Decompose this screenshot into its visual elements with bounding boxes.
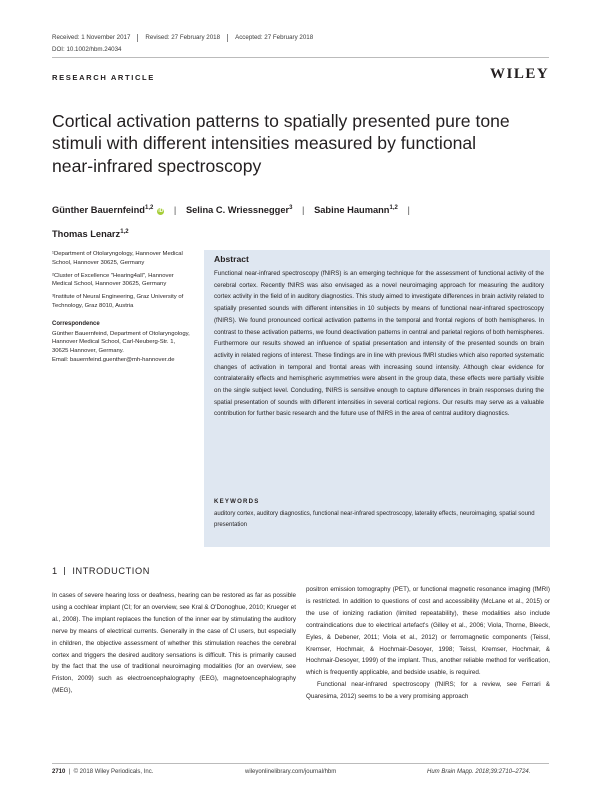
keywords-heading: KEYWORDS [214,498,260,505]
publisher-logo: WILEY [490,66,550,82]
orcid-icon[interactable]: iD [158,208,164,215]
header-divider [52,57,549,58]
journal-citation: Hum Brain Mapp. 2018;39:2710–2724. [427,769,531,775]
author[interactable]: Selina C. Wriessnegger$^3$ [185,205,293,216]
article-title: Cortical activation patterns to spatially presented pure tone stimuli with different intensities measured by functional near-infrared spectroscopy [52,111,510,176]
correspondence-heading: Correspondence [52,320,100,327]
paragraph: In cases of severe hearing loss or deafness, hearing can be restored as far as possible using a cochlear implant (CI; for an overview, see Kral & O'Donoghue, 2010; Krueger et al., 2008). The implant replaces the function of the inner ear by stimulating the auditory nerve by means of electrical currents. Generally in the case of CI users, but especially in children, the objective assessment of whether this stimulation reaches the cerebral cortex and triggers the desired auditory sensations is difficult. This is primarily caused by the fact that the use of traditional neuroimaging modalities (for an overview, see Friston, 2009) such as electroencephalography (EEG), magnetoencephalography (MEG), [52,592,296,695]
section-number: 1 [52,566,58,576]
author[interactable]: Günther Bauernfeind$^{1,2}$ [52,205,154,216]
section-heading [52,566,150,576]
revised-date: Revised: 27 February 2018 [145,34,221,41]
abstract-text: Functional near-infrared spectroscopy (fNIRS) is an emerging technique for the assessment of functional activity of the cerebral cortex. Recently fNIRS was also envisaged as a novel neuroimaging approach for measuring the auditory cortex activity in the field of in auditory diagnostics. This study aimed to investigate differences in brain activity related to spatially presented sounds with different intensities in 10 subjects by means of functional near-infrared spectroscopy (fNIRS). We found pronounced cortical activation patterns in the temporal and frontal regions of both hemispheres. In contrast to these activation patterns, we found deactivation patterns in central and parietal regions of both hemispheres. Furthermore our results showed an influence of spatial presentation and intensity of the presented sounds on brain activity in related regions of interest. These findings are in line with previous fMRI studies which also reported systematic changes of activation in temporal and frontal areas with increasing sound intensity. Although clear evidence for contralaterality effects and hemispheric asymmetries were absent in the group data, these effects were partially visible on the single subject level. Concluding, fNIRS is sensitive enough to capture differences in brain responses during the spatial presentation of sounds with different intensities in several cortical regions. Our results may serve as a valuable contribution for further basic research and the future use of fNIRS in the area of central auditory diagnostics. [214,270,544,418]
footer-left: 2710 | © 2018 Wiley Periodicals, Inc. [52,769,154,775]
affiliations [52,250,192,365]
doi[interactable]: DOI: 10.1002/hbm.24034 [52,46,122,53]
page-number: 2710 [52,769,66,775]
footer-divider [52,763,549,764]
copyright: © 2018 Wiley Periodicals, Inc. [73,769,154,775]
body-column-left [52,590,296,697]
correspondence-email[interactable]: Email: bauernfeind.guenther@mh-hannover.de [52,356,175,363]
author[interactable]: Thomas Lenarz$^{1,2}$ [52,229,129,240]
journal-url[interactable]: wileyonlinelibrary.com/journal/hbm [245,769,337,775]
paragraph: positron emission tomography (PET), or functional magnetic resonance imaging (fMRI) is restricted. In addition to questions of cost and accessibility (McLane et al., 2015) or the use of ionizing radiation (limited repeatability), these modalities also include contraindications due to electrical artefact's (Gilley et al., 2006; Viola, Thorne, Bleeck, Eyles, & Debener, 2011; Viola et al., 2012) or ferromagnetic components (Teissl, Kremser, Hochmair, & Hochmair-Desoyer, 1998; Teissl, Kremser, Hochmair, & Hochmair-Desoyer, 1999) of the implant. Thus, another reliable method for verification, which is frequently applicable, and bedside usable, is required. [306,586,550,677]
affiliation: ²Cluster of Excellence "Hearing4all", Hannover Medical School, Hannover 30625, Germany [52,272,174,288]
author-list: Günther Bauernfeind$^{1,2}$iD | Selina C. Wriessnegger$^3$ | Sabine Haumann$^{1,2}$ | Thomas Lenarz$^{1,2}$ [52,205,410,240]
section-title: INTRODUCTION [72,566,150,576]
article-dates [52,34,313,42]
affiliation: ³Institute of Neural Engineering, Graz University of Technology, Graz 8010, Austria [52,294,184,309]
affiliation: ¹Department of Otolaryngology, Hannover Medical School, Hannover 30625, Germany [52,251,183,266]
body-column-right [306,584,550,703]
received-date: Received: 1 November 2017 [52,34,131,41]
correspondence-text: Günther Bauernfeind, Department of Otolaryngology, Hannover Medical School, Carl-Neuberg-Str. 1, 30625 Hannover, Germany. [52,330,190,355]
paragraph: Functional near-infrared spectroscopy (fNIRS; for a review, see Ferrari & Quaresima, 2012) seems to be a very promising approach [306,681,550,701]
author[interactable]: Sabine Haumann$^{1,2}$ [314,205,398,216]
keywords-text: auditory cortex, auditory diagnostics, functional near-infrared spectroscopy, laterality effects, neuroimaging, spatial sound presentation [214,511,535,528]
accepted-date: Accepted: 27 February 2018 [235,34,314,41]
abstract-heading: Abstract [214,254,249,264]
article-type: RESEARCH ARTICLE [52,73,155,82]
